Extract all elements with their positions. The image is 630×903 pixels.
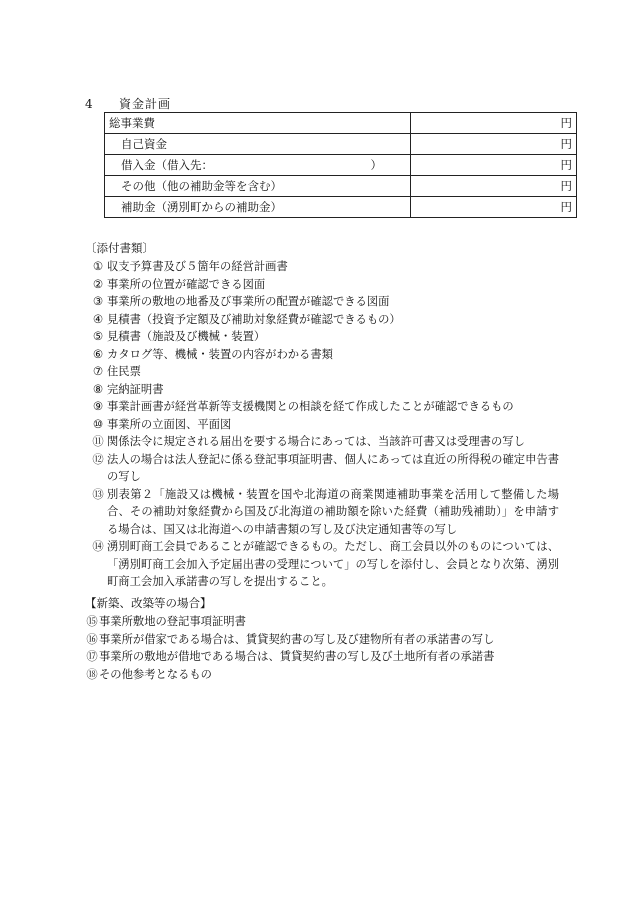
item-text: 関係法令に規定される届出を要する場合にあっては、当該許可書又は受理書の写し xyxy=(107,435,525,448)
list-item xyxy=(89,363,559,381)
item-text: その他参考となるもの xyxy=(99,667,212,681)
item-mark: ⑥ xyxy=(92,347,104,361)
list-item xyxy=(85,648,555,666)
item-text: 見積書（施設及び機械・装置） xyxy=(107,330,266,343)
row-label-cell xyxy=(105,176,411,197)
item-mark: ⑧ xyxy=(92,382,104,396)
list-item xyxy=(89,328,559,346)
item-text: 事業所の敷地が借地である場合は、賃貸契約書の写し及び土地所有者の承諾書 xyxy=(99,650,495,663)
item-mark: ③ xyxy=(92,295,104,308)
row-label: 借入金（借入先： xyxy=(121,158,213,172)
list-item xyxy=(89,293,559,311)
list-item xyxy=(89,311,559,329)
list-item xyxy=(85,666,555,684)
row-unit: 円 xyxy=(411,176,577,197)
row-label-cell xyxy=(105,155,411,176)
list-item xyxy=(89,276,559,294)
row-label-cell xyxy=(105,197,411,218)
item-text: 完納証明書 xyxy=(107,382,164,396)
item-mark: ⑭ xyxy=(92,540,104,553)
item-text: 事業所の敷地の地番及び事業所の配置が確認できる図面 xyxy=(107,295,390,308)
item-mark: ⑪ xyxy=(92,435,104,448)
item-text: 収支予算書及び５箇年の経営計画書 xyxy=(107,260,288,273)
row-label: 自己資金 xyxy=(121,137,167,151)
list-item xyxy=(89,538,559,591)
table-row xyxy=(105,134,577,155)
attachments-list xyxy=(85,258,559,591)
item-mark: ⑤ xyxy=(92,330,104,343)
item-mark: ⑩ xyxy=(92,417,104,431)
item-mark: ⑫ xyxy=(92,452,104,466)
item-mark: ① xyxy=(92,260,104,273)
row-unit: 円 xyxy=(411,134,577,155)
list-item xyxy=(85,631,555,649)
item-mark: ⑰ xyxy=(86,650,98,663)
list-item xyxy=(85,613,555,631)
list-item xyxy=(89,398,559,416)
item-mark: ⑯ xyxy=(86,632,98,646)
attachments-heading: 〔添付書類〕 xyxy=(85,241,154,255)
item-text: 事業所敷地の登記事項証明書 xyxy=(99,615,246,628)
row-label: 補助金（湧別町からの補助金） xyxy=(121,200,282,214)
item-text: 住民票 xyxy=(107,365,141,378)
funding-table xyxy=(104,112,577,218)
item-text: 事業計画書が経営革新等支援機関との相談を経て作成したことが確認できるもの xyxy=(107,400,514,413)
item-text: 見積書（投資予定額及び補助対象経費が確認できるもの） xyxy=(107,312,401,326)
section-title-text: 資金計画 xyxy=(119,97,172,111)
row-label: その他（他の補助金等を含む） xyxy=(121,179,282,193)
new-construction-heading: 【新築、改築等の場合】 xyxy=(85,596,212,610)
table-row xyxy=(105,197,577,218)
table-row xyxy=(105,176,577,197)
item-mark: ④ xyxy=(92,312,104,326)
table-row xyxy=(105,155,577,176)
list-item xyxy=(89,416,559,434)
row-label: 総事業費 xyxy=(105,113,411,134)
row-label-cell xyxy=(105,134,411,155)
row-unit: 円 xyxy=(411,197,577,218)
list-item xyxy=(89,258,559,276)
item-mark: ⑬ xyxy=(92,487,104,501)
row-unit: 円 xyxy=(411,155,577,176)
row-unit: 円 xyxy=(411,113,577,134)
table-row xyxy=(105,113,577,134)
item-text: 事業所の位置が確認できる図面 xyxy=(107,277,266,291)
item-text: 湧別町商工会員であることが確認できるもの。ただし、商工会員以外のものについては、「湧別町商工会加入予定届出書の受理について」の写しを添付し、会員となり次第、湧別町商工会加入承諾書の写しを提出すること。 xyxy=(107,540,559,588)
item-text: 事業所の立面図、平面図 xyxy=(107,417,232,431)
item-mark: ⑮ xyxy=(86,615,98,628)
item-text: カタログ等、機械・装置の内容がわかる書類 xyxy=(107,347,333,361)
list-item xyxy=(89,486,559,539)
item-text: 事業所が借家である場合は、賃貸契約書の写し及び建物所有者の承諾書の写し xyxy=(99,632,495,646)
list-item xyxy=(89,346,559,364)
item-mark: ⑨ xyxy=(92,400,104,413)
section-title xyxy=(85,95,171,112)
item-mark: ② xyxy=(92,277,104,291)
list-item xyxy=(89,433,559,451)
item-mark: ⑦ xyxy=(92,365,104,378)
list-item xyxy=(89,381,559,399)
new-construction-list xyxy=(85,613,555,683)
section-number: 4 xyxy=(85,97,94,111)
row-label-end: ） xyxy=(370,158,382,172)
list-item xyxy=(89,451,559,486)
item-mark: ⑱ xyxy=(86,667,98,681)
item-text: 別表第２「施設又は機械・装置を国や北海道の商業関連補助事業を活用して整備した場合、その補助対象経費から国及び北海道の補助額を除いた経費（補助残補助）」を申請する場合は、国又は北海道への申請書類の写し及び決定通知書等の写し xyxy=(107,487,559,536)
item-text: 法人の場合は法人登記に係る登記事項証明書、個人にあっては直近の所得税の確定申告書の写し xyxy=(107,452,559,483)
